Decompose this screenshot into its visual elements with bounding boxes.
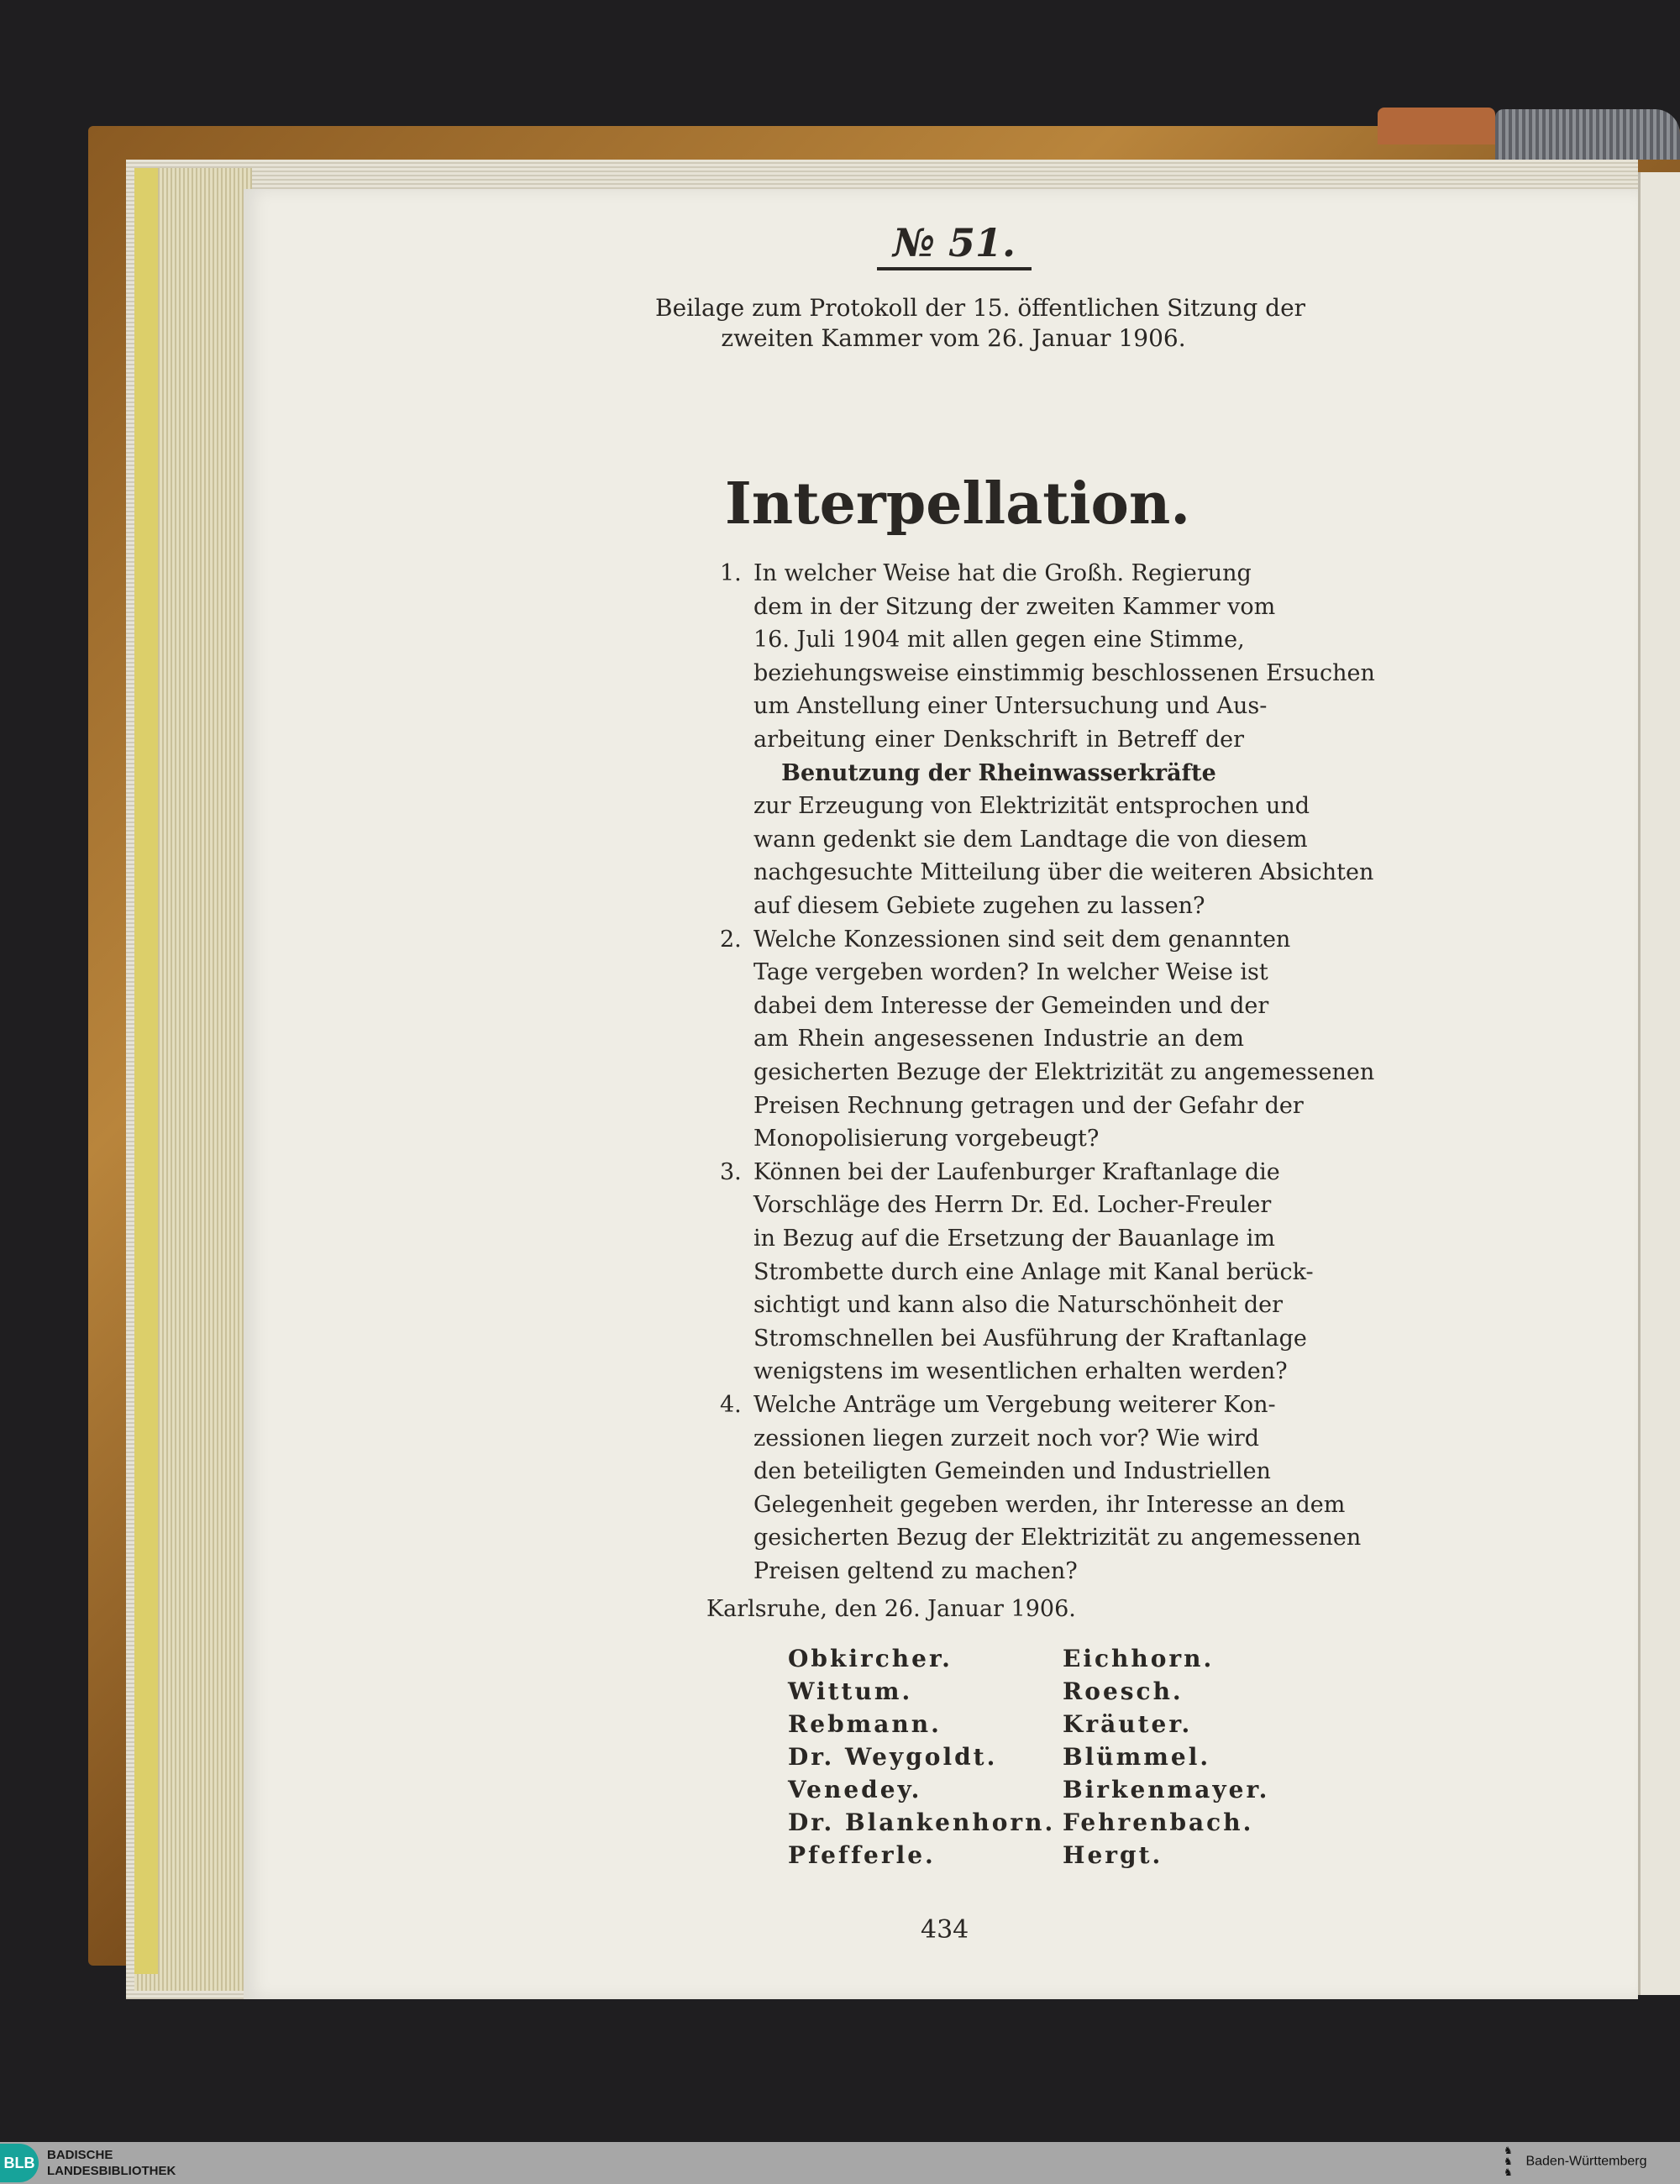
text-line: Gelegenheit gegeben werden, ihr Interesse an dem — [753, 1491, 1346, 1518]
text-line: Vorschläge des Herrn Dr. Ed. Locher-Freuler — [753, 1192, 1272, 1219]
signatory: Eichhorn. — [1063, 1645, 1215, 1672]
signatory: Roesch. — [1063, 1677, 1184, 1705]
text-line: 16. Juli 1904 mit allen gegen eine Stimme, — [753, 627, 1245, 654]
text-line: Tage vergeben worden? In welcher Weise ist — [753, 959, 1268, 986]
library-name[interactable] — [47, 2147, 176, 2179]
text-line: zessionen liegen zurzeit noch vor? Wie wird — [753, 1425, 1260, 1452]
text-line: gesicherten Bezuge der Elektrizität zu angemessenen — [753, 1059, 1375, 1085]
text-line: wenigstens im wesentlichen erhalten werden? — [753, 1358, 1288, 1385]
signatory: Pfefferle. — [788, 1841, 936, 1869]
signatory: Hergt. — [1063, 1841, 1163, 1869]
text-line: Welche Konzessionen sind seit dem genannten — [753, 926, 1291, 953]
signatory: Wittum. — [788, 1677, 913, 1705]
signatory: Blümmel. — [1063, 1743, 1211, 1771]
text-line: beziehungsweise einstimmig beschlossenen Ersuchen — [753, 659, 1375, 686]
page-number: 434 — [921, 1915, 969, 1945]
library-line1: BADISCHE — [47, 2148, 113, 2162]
signatory: Dr. Blankenhorn. — [788, 1809, 1056, 1836]
gilt-edge — [134, 168, 158, 1974]
text-line: Benutzung der Rheinwasserkräfte — [781, 759, 1216, 786]
text-line: dem in der Sitzung der zweiten Kammer vom — [753, 593, 1276, 620]
state-name: Baden-Württemberg — [1525, 2154, 1647, 2169]
text-line: Preisen geltend zu machen? — [753, 1558, 1078, 1584]
signatory: Kräuter. — [1063, 1710, 1193, 1738]
text-line: wann gedenkt sie dem Landtage die von diesem — [753, 826, 1308, 853]
footer-bar — [0, 2142, 1680, 2184]
signatory: Rebmann. — [788, 1710, 942, 1738]
headband — [1495, 109, 1680, 160]
signatory: Venedey. — [788, 1776, 922, 1803]
signatory: Fehrenbach. — [1063, 1809, 1254, 1836]
document-number: № 51. — [892, 220, 1016, 265]
text-line: Stromschnellen bei Ausführung der Kraftanlage — [753, 1325, 1307, 1352]
state-logo[interactable] — [1504, 2145, 1647, 2178]
signatory: Dr. Weygoldt. — [788, 1743, 998, 1771]
text-line: Können bei der Laufenburger Kraftanlage die — [753, 1158, 1280, 1185]
facing-page — [1638, 172, 1680, 1995]
text-line: in Bezug auf die Ersetzung der Bauanlage im — [753, 1226, 1275, 1252]
coat-of-arms-icon: ♞ ♞ ♞ — [1504, 2145, 1513, 2178]
text-line: Monopolisierung vorgebeugt? — [753, 1126, 1100, 1152]
item-number: 1. — [720, 560, 742, 586]
text-line: nachgesuchte Mitteilung über die weiteren Absichten — [753, 859, 1374, 886]
library-line2: LANDESBIBLIOTHEK — [47, 2164, 176, 2178]
text-line: dabei dem Interesse der Gemeinden und der — [753, 992, 1269, 1019]
bookmark-tab — [1378, 108, 1495, 144]
text-line: In welcher Weise hat die Großh. Regierung — [753, 560, 1252, 586]
text-line: den beteiligten Gemeinden und Industriellen — [753, 1458, 1271, 1485]
place-date: Karlsruhe, den 26. Januar 1906. — [706, 1596, 1076, 1622]
signatory: Obkircher. — [788, 1645, 953, 1672]
text-line: arbeitung einer Denkschrift in Betreff der — [753, 727, 1244, 753]
signatory: Birkenmayer. — [1063, 1776, 1270, 1803]
item-number: 3. — [720, 1158, 742, 1185]
blb-logo[interactable]: BLB — [0, 2144, 39, 2182]
text-line: gesicherten Bezug der Elektrizität zu angemessenen — [753, 1525, 1362, 1551]
text-line: am Rhein angesessenen Industrie an dem — [753, 1026, 1244, 1053]
text-line: auf diesem Gebiete zugehen zu lassen? — [753, 893, 1205, 919]
header-line: Beilage zum Protokoll der 15. öffentlichen Sitzung der — [655, 294, 1306, 322]
text-line: Welche Anträge um Vergebung weiterer Kon- — [753, 1392, 1276, 1418]
text-line: Preisen Rechnung getragen und der Gefahr der — [753, 1092, 1304, 1119]
text-line: zur Erzeugung von Elektrizität entsprochen und — [753, 793, 1310, 820]
page-title: Interpellation. — [725, 470, 1190, 538]
item-number: 4. — [720, 1392, 742, 1418]
number-underline — [877, 267, 1032, 270]
header-line: zweiten Kammer vom 26. Januar 1906. — [721, 324, 1186, 352]
text-line: sichtigt und kann also die Naturschönheit der — [753, 1292, 1284, 1319]
item-number: 2. — [720, 926, 742, 953]
text-line: Strombette durch eine Anlage mit Kanal berück- — [753, 1258, 1314, 1285]
text-line: um Anstellung einer Untersuchung und Aus- — [753, 693, 1268, 720]
